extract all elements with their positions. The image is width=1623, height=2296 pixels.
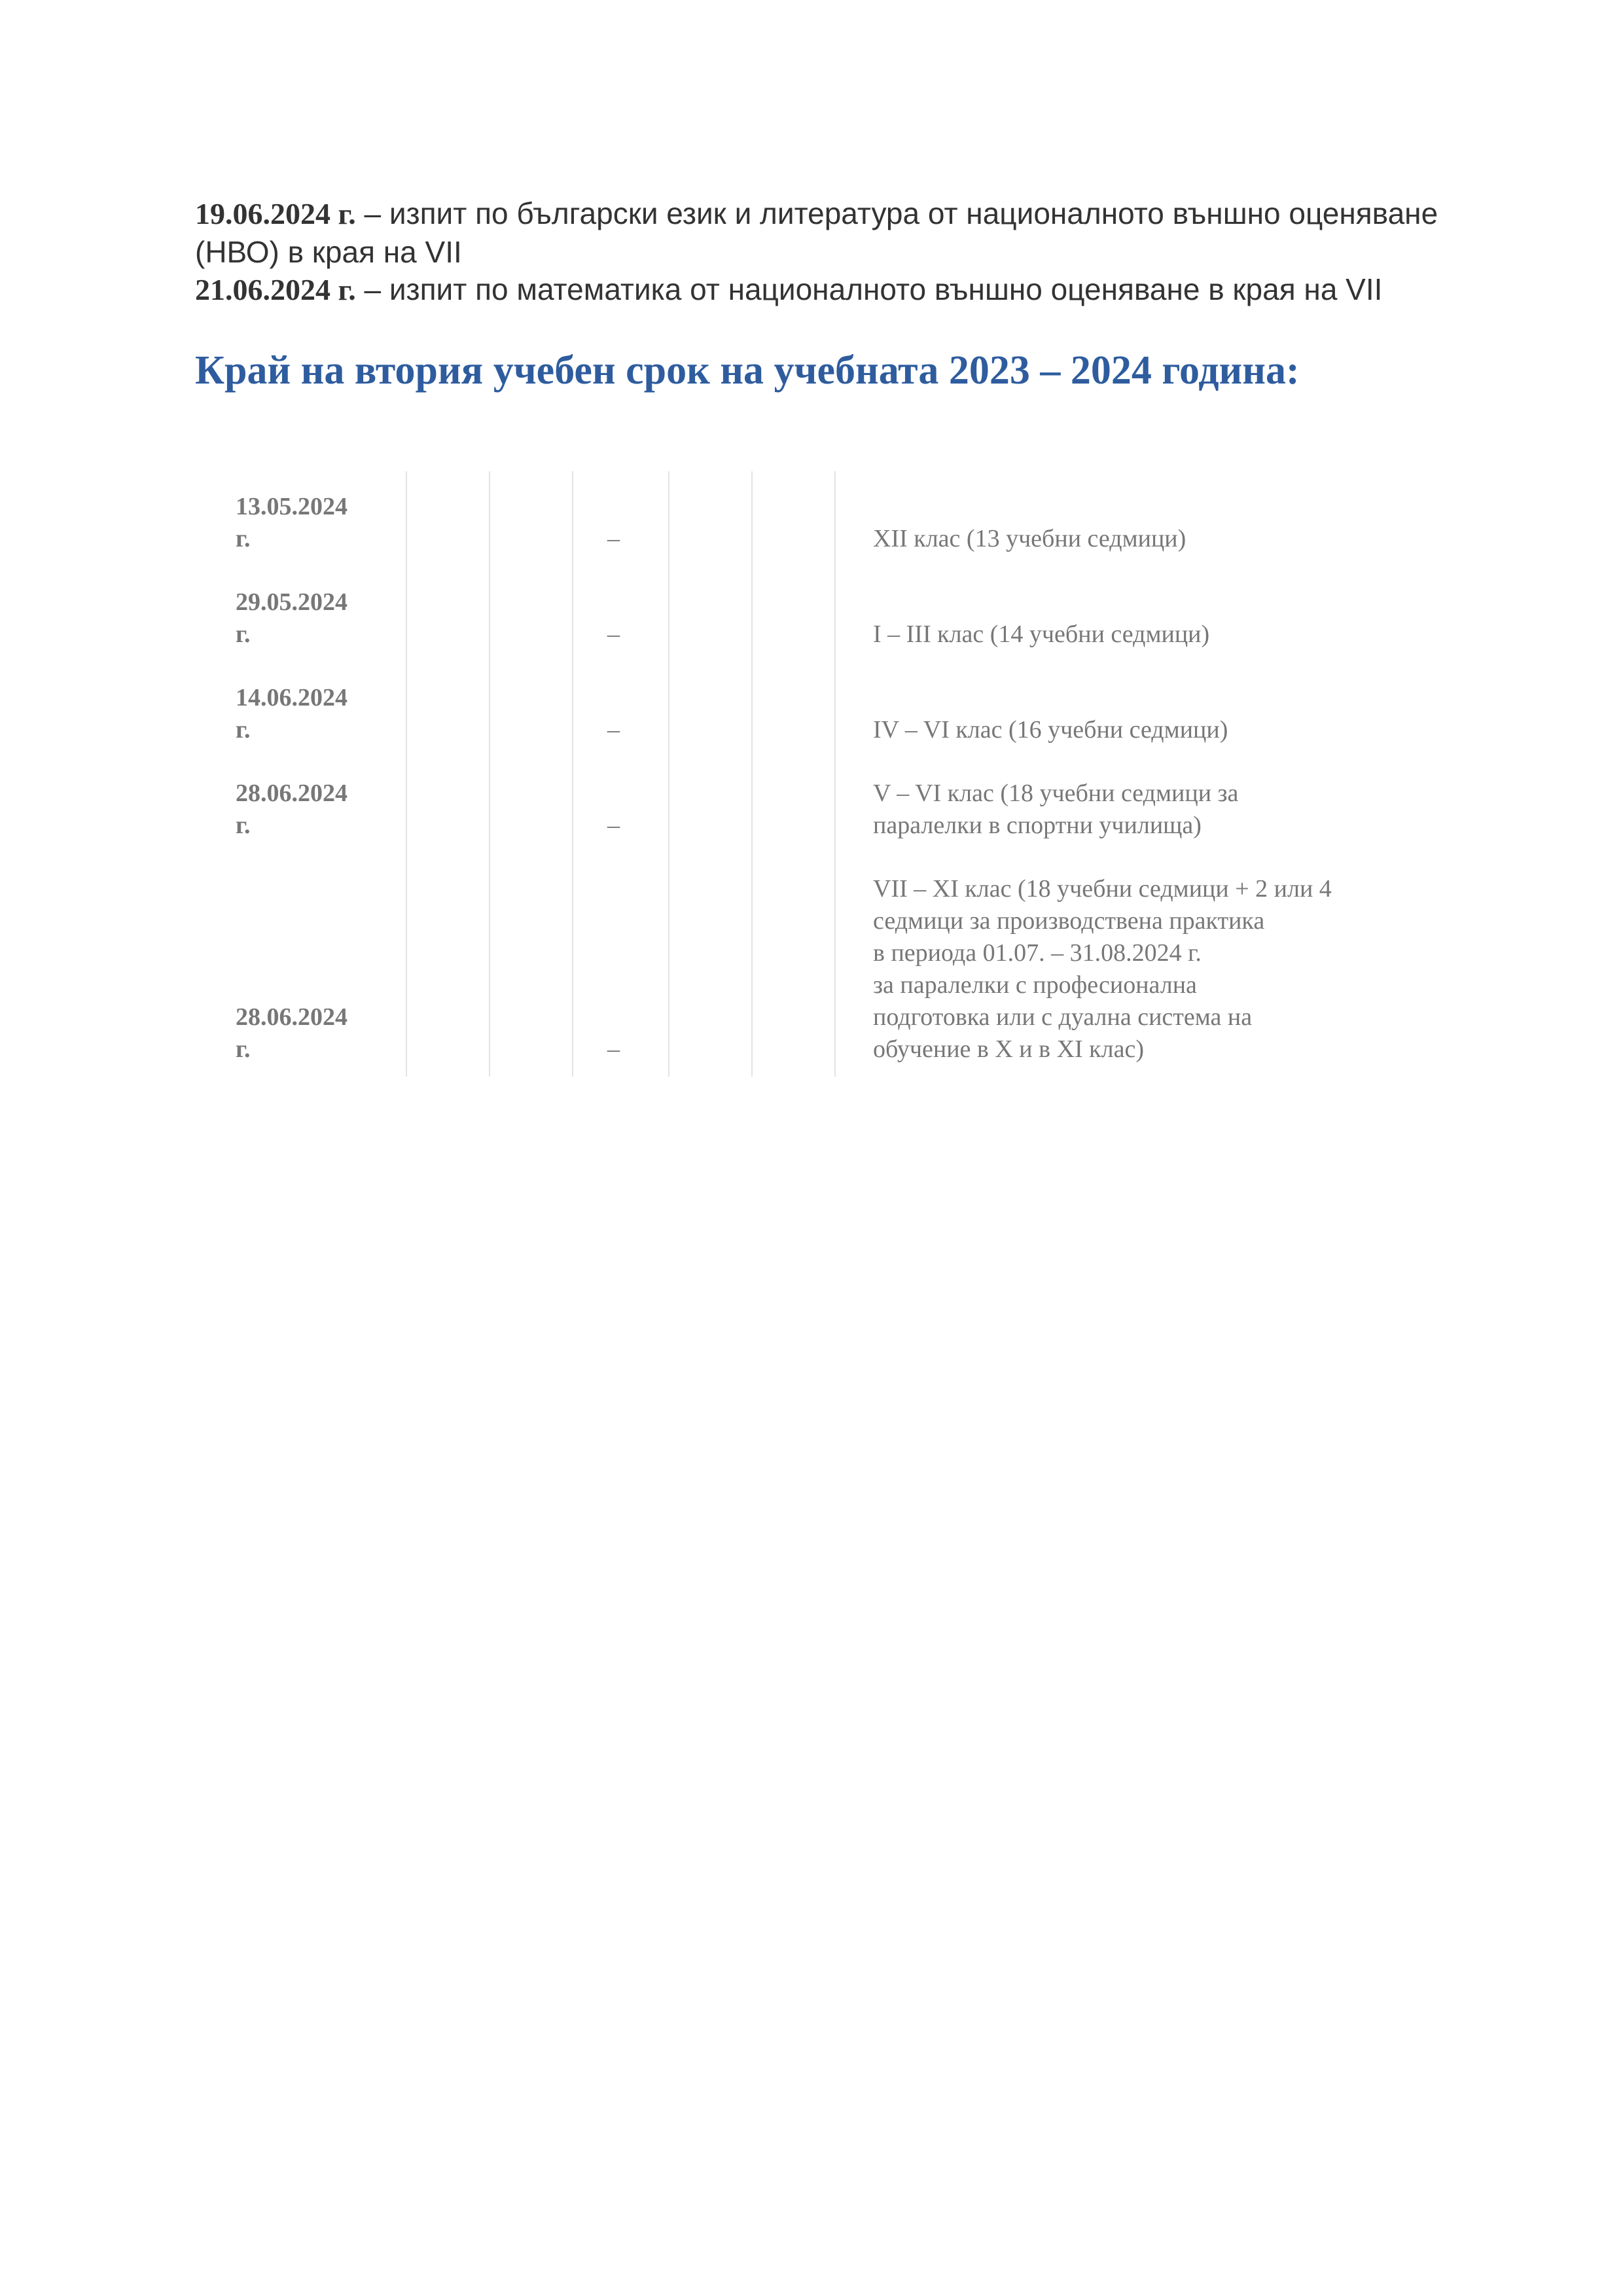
end-date-value: 28.06.2024 bbox=[236, 1003, 348, 1031]
column-divider bbox=[572, 471, 573, 1077]
exam-description: – изпит по математика от националното външно оценяване в края на VII bbox=[355, 272, 1383, 306]
class-description: VII – XI клас (18 учебни седмици + 2 или 4 седмици за производствена практика в периода 01.07. – 31.08.2024 г. за паралелки с професионална подготовка или с дуална система на обучение в X и в XI клас) bbox=[873, 875, 1332, 1063]
dash-separator: – bbox=[607, 1035, 620, 1063]
end-date-value: 29.05.2024 bbox=[236, 588, 348, 616]
end-date-value: 13.05.2024 bbox=[236, 493, 348, 520]
end-date-suffix: г. bbox=[236, 525, 251, 552]
end-date-suffix: г. bbox=[236, 716, 251, 744]
section-heading: Край на втория учебен срок на учебната 2023 – 2024 година: bbox=[195, 348, 1300, 393]
exam-description: – изпит по български език и литература от националното външно оценяване (НВО) в края на VII bbox=[195, 196, 1438, 269]
class-description: XII клас (13 учебни седмици) bbox=[873, 525, 1186, 552]
dash-separator: – bbox=[607, 620, 620, 648]
end-date-value: 14.06.2024 bbox=[236, 684, 348, 711]
term-end-table bbox=[195, 471, 1438, 1077]
class-description: IV – VI клас (16 учебни седмици) bbox=[873, 716, 1228, 744]
column-divider bbox=[834, 471, 836, 1077]
end-date-suffix: г. bbox=[236, 812, 251, 839]
column-divider bbox=[668, 471, 669, 1077]
column-divider bbox=[751, 471, 753, 1077]
exam-entry-mathematics bbox=[195, 270, 1438, 309]
end-date bbox=[236, 778, 366, 842]
end-date-suffix: г. bbox=[236, 620, 251, 648]
column-divider bbox=[489, 471, 490, 1077]
class-description: V – VI клас (18 учебни седмици за паралелки в спортни училища) bbox=[873, 780, 1239, 839]
end-date bbox=[236, 682, 366, 746]
end-date bbox=[236, 1001, 366, 1066]
end-date bbox=[236, 586, 366, 651]
dash-separator: – bbox=[607, 716, 620, 744]
class-description: I – III клас (14 учебни седмици) bbox=[873, 620, 1210, 648]
dash-separator: – bbox=[607, 812, 620, 839]
exam-entry-bulgarian bbox=[195, 194, 1438, 271]
end-date-suffix: г. bbox=[236, 1035, 251, 1063]
exam-date: 21.06.2024 г. bbox=[195, 273, 356, 306]
dash-separator: – bbox=[607, 525, 620, 552]
exam-date: 19.06.2024 г. bbox=[195, 197, 356, 230]
column-divider bbox=[406, 471, 407, 1077]
end-date bbox=[236, 491, 366, 555]
end-date-value: 28.06.2024 bbox=[236, 780, 348, 807]
